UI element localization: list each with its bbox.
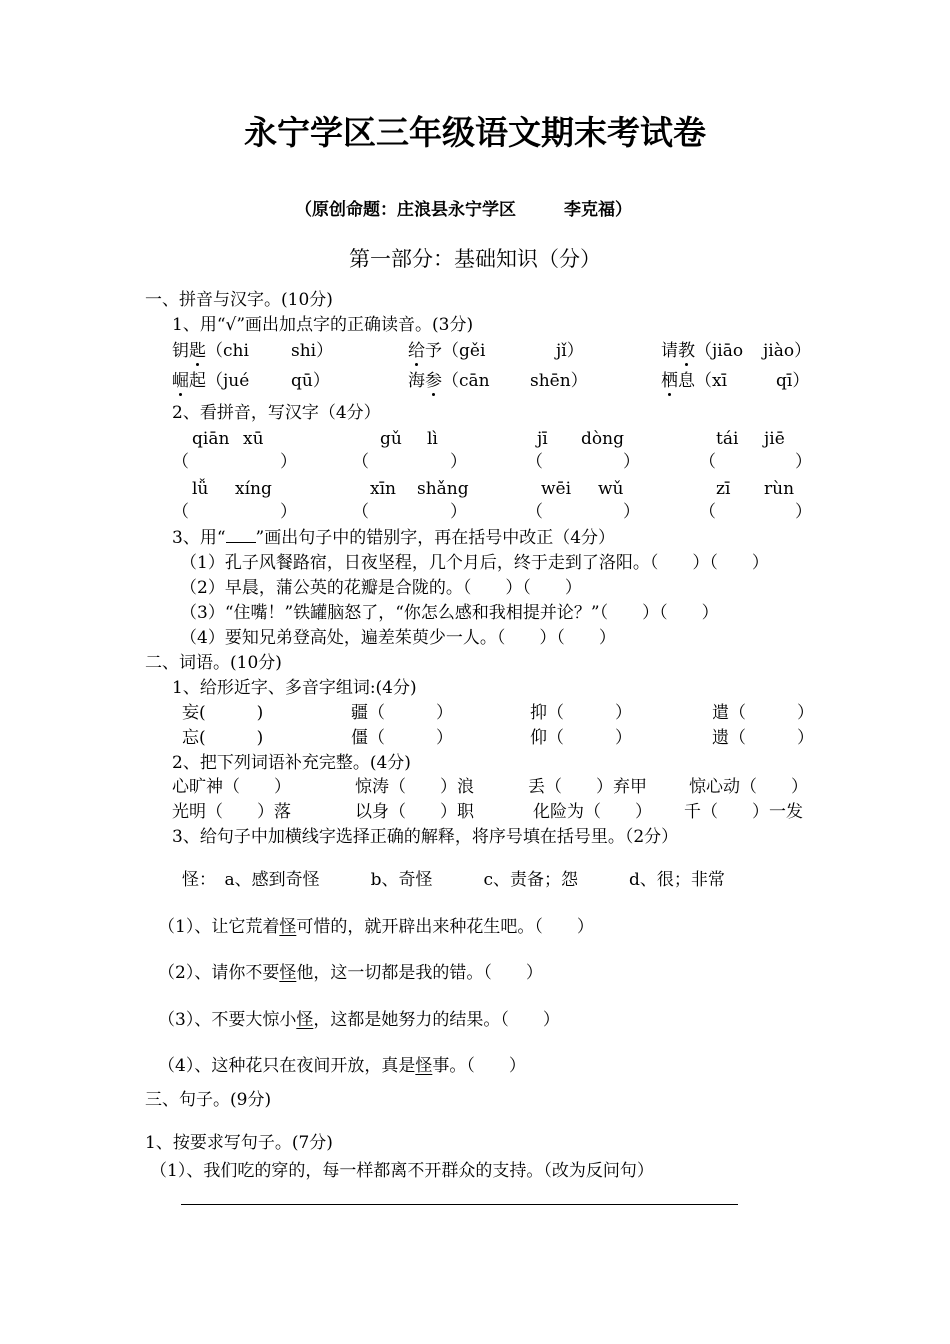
answer-open[interactable]: （ <box>352 452 369 472</box>
exam-title: 永宁学区三年级语文期末考试卷 <box>244 113 706 152</box>
answer-open[interactable]: （ <box>699 452 716 472</box>
author-line <box>295 199 632 221</box>
q3-sentence-4[interactable]: （4）要知兄弟登高处，遍差茱萸少一人。（ ）（ ） <box>180 628 616 648</box>
q3-sentence-3[interactable]: （3）“住嘴！”铁罐脑怒了，“你怎么感和我相提并论？”（ ）（ ） <box>180 603 719 623</box>
answer-close[interactable]: ） <box>795 502 812 522</box>
definition-options: 怪： a、感到奇怪 b、奇怪 c、责备；怨 d、很；非常 <box>182 870 725 890</box>
pron-item-6-b[interactable]: qī） <box>776 371 810 391</box>
pron-item-2-b[interactable]: jǐ） <box>556 341 584 361</box>
s2-q1-prompt: 1、给形近字、多音字组词:(4分) <box>172 678 417 698</box>
pron-item-4-b[interactable]: qū） <box>291 371 330 391</box>
pron-item-6: 栖息（xī <box>661 371 728 391</box>
q2-prompt: 2、看拼音，写汉字（4分） <box>172 403 381 423</box>
answer-open[interactable]: （ <box>172 452 189 472</box>
s2-q3-sentence-1[interactable]: （1）、让它荒着怪可惜的，就开辟出来种花生吧。（ ） <box>158 917 594 937</box>
answer-close[interactable]: ） <box>450 502 467 522</box>
pron-item-1-b[interactable]: shi） <box>291 341 334 361</box>
author-org: （原创命题：庄浪县永宁学区 <box>295 200 516 220</box>
section2-heading: 二、词语。(10分) <box>145 653 282 673</box>
pron-item-1: 钥匙（chi <box>172 341 249 361</box>
pinyin: zī <box>716 479 731 499</box>
pron-item-5-b[interactable]: shēn） <box>530 371 588 391</box>
s2-q3-sentence-4[interactable]: （4）、这种花只在夜间开放，真是怪事。（ ） <box>158 1056 526 1076</box>
idiom-item[interactable]: 惊涛（ ）浪 <box>355 777 474 797</box>
pinyin: wēi <box>541 479 572 499</box>
idiom-item[interactable]: 光明（ ）落 <box>172 802 291 822</box>
idiom-item[interactable]: 心旷神（ ） <box>172 777 291 797</box>
part-title: 第一部分：基础知识（分） <box>349 247 601 271</box>
word-item[interactable]: 仰（ ） <box>530 728 632 748</box>
word-item[interactable]: 忘( ) <box>182 728 264 748</box>
answer-line[interactable] <box>181 1204 738 1205</box>
pinyin: lì <box>427 429 438 449</box>
idiom-item[interactable]: 丢（ ）弃甲 <box>528 777 647 797</box>
word-item[interactable]: 遣（ ） <box>712 703 814 723</box>
pinyin: tái <box>716 429 739 449</box>
answer-close[interactable]: ） <box>280 452 297 472</box>
s2-q3-sentence-3[interactable]: （3）、不要大惊小怪，这都是她努力的结果。（ ） <box>158 1010 560 1030</box>
answer-open[interactable]: （ <box>352 502 369 522</box>
pinyin: jī <box>537 429 548 449</box>
q3-prompt: 3、用“ ”画出句子中的错别字，再在括号中改正（4分） <box>172 528 616 548</box>
idiom-item[interactable]: 化险为（ ） <box>533 802 652 822</box>
s2-q3-prompt: 3、给句子中加横线字选择正确的解释，将序号填在括号里。（2分） <box>172 827 679 847</box>
answer-close[interactable]: ） <box>623 502 640 522</box>
pinyin: xīn <box>370 479 396 499</box>
q3-sentence-1[interactable]: （1）孔子风餐路宿，日夜坚程，几个月后，终于走到了洛阳。（ ）（ ） <box>180 553 769 573</box>
q1-prompt: 1、用“√”画出加点字的正确读音。(3分) <box>172 315 474 335</box>
s2-q3-sentence-2[interactable]: （2）、请你不要怪他，这一切都是我的错。（ ） <box>158 963 543 983</box>
underline-mark <box>226 528 256 543</box>
word-item[interactable]: 僵（ ） <box>351 728 453 748</box>
q3-sentence-2[interactable]: （2）早晨，蒲公英的花瓣是合陇的。（ ）（ ） <box>180 578 582 598</box>
pinyin: xíng <box>235 479 272 499</box>
pinyin: shǎng <box>417 479 469 499</box>
pron-item-4: 崛起（jué <box>172 371 250 391</box>
answer-open[interactable]: （ <box>699 502 716 522</box>
answer-close[interactable]: ） <box>280 502 297 522</box>
pinyin: qiān <box>192 429 230 449</box>
pinyin: gǔ <box>380 429 402 449</box>
answer-open[interactable]: （ <box>172 502 189 522</box>
pinyin: xū <box>243 429 264 449</box>
pron-item-5: 海参（cān <box>408 371 490 391</box>
answer-open[interactable]: （ <box>526 452 543 472</box>
word-item[interactable]: 抑（ ） <box>530 703 632 723</box>
pinyin: rùn <box>764 479 795 499</box>
pinyin: lǚ <box>192 479 209 499</box>
s3-q1-prompt: 1、按要求写句子。(7分) <box>145 1133 333 1153</box>
pron-item-2: 给予（gěi <box>408 341 486 361</box>
answer-close[interactable]: ） <box>623 452 640 472</box>
section1-heading: 一、拼音与汉字。(10分) <box>145 290 333 310</box>
idiom-item[interactable]: 千（ ）一发 <box>684 802 803 822</box>
answer-open[interactable]: （ <box>526 502 543 522</box>
pinyin: wǔ <box>598 479 624 499</box>
word-item[interactable]: 疆（ ） <box>351 703 453 723</box>
idiom-item[interactable]: 惊心动（ ） <box>689 777 808 797</box>
answer-close[interactable]: ） <box>795 452 812 472</box>
section3-heading: 三、句子。(9分) <box>145 1090 272 1110</box>
pron-item-3-b[interactable]: jiào） <box>763 341 812 361</box>
idiom-item[interactable]: 以身（ ）职 <box>355 802 474 822</box>
pinyin: jiē <box>764 429 785 449</box>
word-item[interactable]: 妄( ) <box>182 703 264 723</box>
pinyin: dòng <box>581 429 624 449</box>
s2-q2-prompt: 2、把下列词语补充完整。(4分) <box>172 753 411 773</box>
word-item[interactable]: 遗（ ） <box>712 728 814 748</box>
author-name: 李克福） <box>564 200 632 220</box>
s3-q1-sentence-1: （1）、我们吃的穿的，每一样都离不开群众的支持。（改为反问句） <box>150 1161 654 1181</box>
pron-item-3: 请教（jiāo <box>661 341 744 361</box>
answer-close[interactable]: ） <box>450 452 467 472</box>
